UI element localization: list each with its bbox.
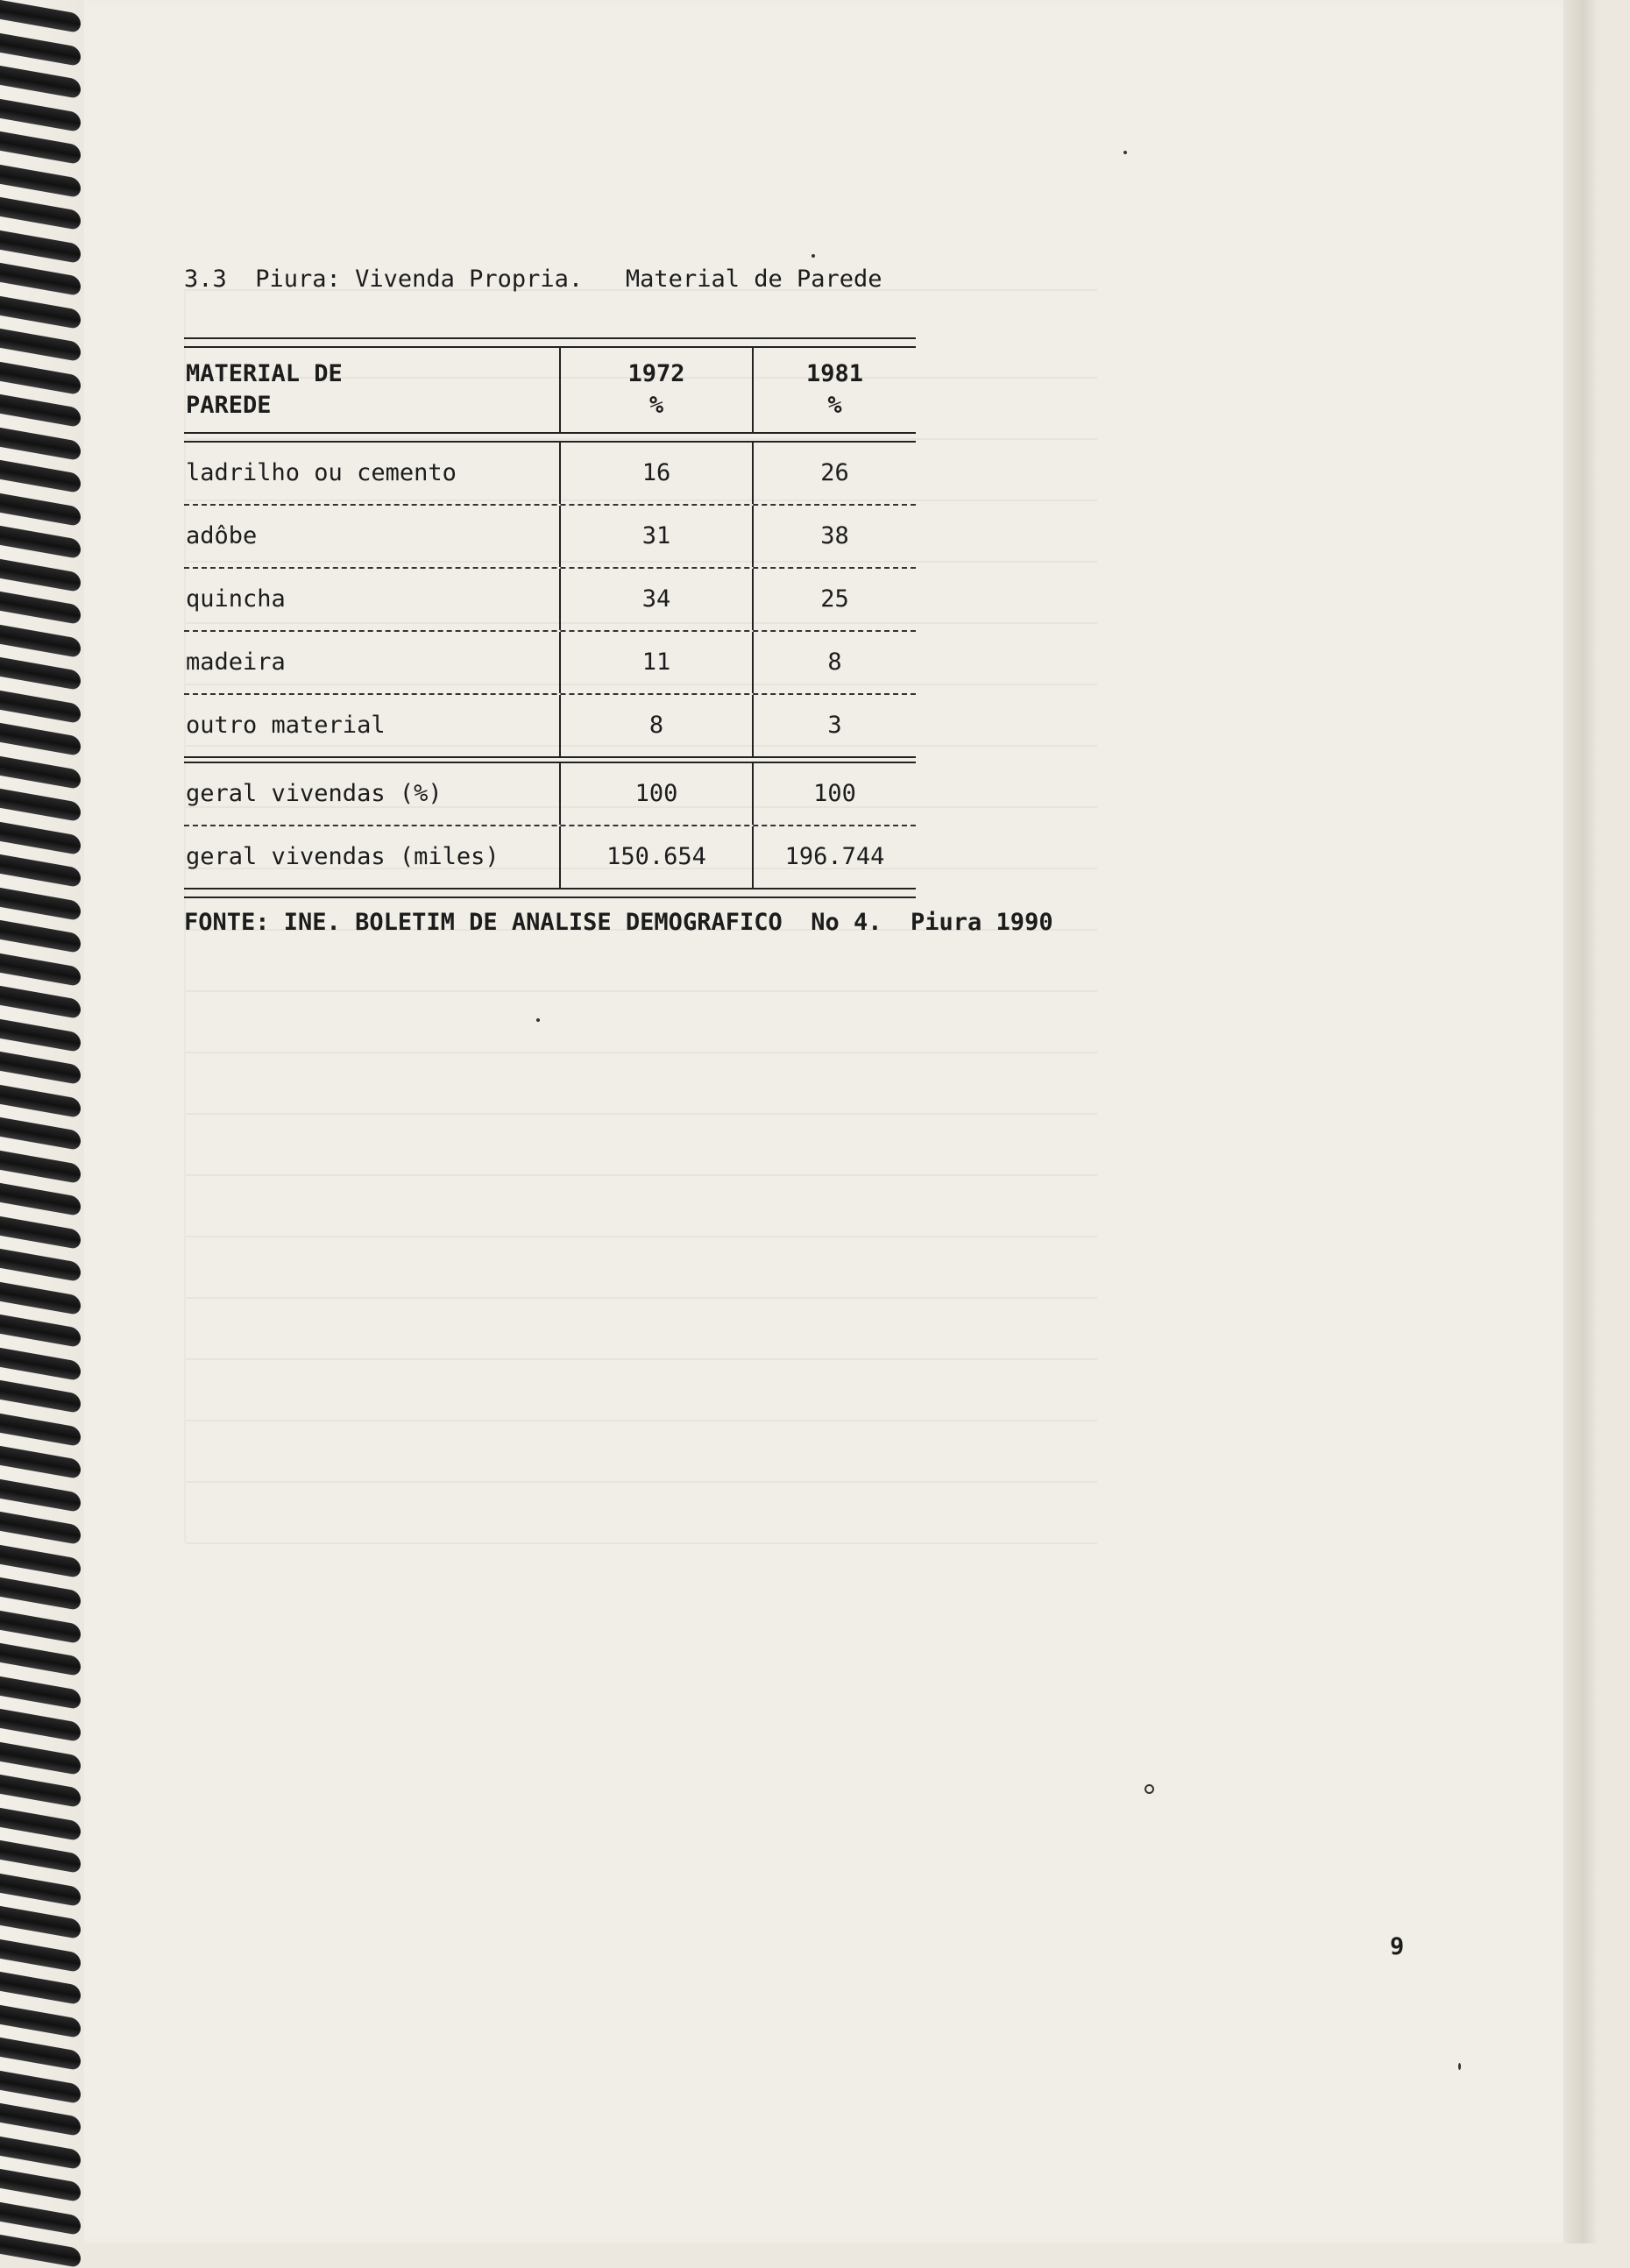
binding-coil (0, 493, 81, 526)
binding-coil (0, 2103, 81, 2137)
source-note: FONTE: INE. BOLETIM DE ANALISE DEMOGRAFICO No 4. Piura 1990 (184, 909, 1053, 936)
binding-coil (0, 1972, 81, 2005)
row-label: geral vivendas (miles) (186, 843, 500, 870)
table-top-rule (184, 337, 916, 348)
binding-coil (0, 1281, 81, 1315)
binding-coil (0, 1183, 81, 1216)
binding-coil (0, 624, 81, 657)
binding-coil (0, 2004, 81, 2038)
binding-coil (0, 230, 81, 263)
table-header-row (184, 348, 916, 432)
table-row (184, 826, 916, 888)
row-value-1981: 8 (752, 632, 916, 693)
binding-coil (0, 1643, 81, 1676)
binding-coil (0, 789, 81, 822)
binding-coil (0, 394, 81, 428)
binding-coil (0, 2235, 81, 2268)
binding-coil (0, 1873, 81, 1906)
binding-coil (0, 1117, 81, 1151)
binding-coil (0, 2136, 81, 2169)
binding-coil (0, 1347, 81, 1380)
binding-coil (0, 986, 81, 1019)
speck (1123, 151, 1127, 154)
row-value-1981: 3 (752, 695, 916, 756)
binding-coil (0, 690, 81, 723)
binding-coil (0, 2070, 81, 2103)
binding-coil (0, 2038, 81, 2071)
total-rule (184, 756, 916, 763)
binding-coil (0, 1709, 81, 1742)
row-label: outro material (186, 712, 386, 739)
table-row (184, 443, 916, 504)
binding-coil (0, 164, 81, 197)
table-row (184, 506, 916, 567)
row-value-1981: 26 (752, 443, 916, 504)
row-value-1972: 11 (559, 632, 752, 693)
row-value-1972: 16 (559, 443, 752, 504)
binding-coil (0, 953, 81, 986)
binding-coil (0, 66, 81, 99)
row-value-1981: 25 (752, 569, 916, 630)
binding-coil (0, 1478, 81, 1512)
binding-coil (0, 0, 81, 33)
binding-coil (0, 1052, 81, 1085)
speck (811, 254, 815, 258)
binding-coil (0, 1216, 81, 1249)
binding-coil (0, 592, 81, 625)
table-row (184, 763, 916, 825)
row-value-1972: 34 (559, 569, 752, 630)
row-value-1972: 31 (559, 506, 752, 567)
binding-coil (0, 526, 81, 559)
binding-coil (0, 1413, 81, 1446)
table-row (184, 632, 916, 693)
binding-coil (0, 1676, 81, 1709)
header-1981: 1981 % (752, 348, 916, 432)
binding-coil (0, 1512, 81, 1545)
binding-coil (0, 329, 81, 362)
row-value-1972: 150.654 (559, 826, 752, 888)
row-label: ladrilho ou cemento (186, 459, 457, 486)
binding-coil (0, 1249, 81, 1282)
page-number: 9 (1390, 1933, 1405, 1960)
binding-coil (0, 1807, 81, 1840)
table-title: 3.3 Piura: Vivenda Propria. Material de Parede (184, 266, 882, 293)
binding-coil (0, 854, 81, 888)
row-value-1981: 100 (752, 763, 916, 825)
binding-coil (0, 1577, 81, 1611)
wall-material-table (184, 337, 916, 898)
binding-coil (0, 1018, 81, 1052)
binding-coil (0, 1775, 81, 1808)
binding-coil (0, 1315, 81, 1348)
binding-coil (0, 558, 81, 592)
binding-coil (0, 920, 81, 953)
binding-coil (0, 1380, 81, 1414)
binding-coil (0, 1446, 81, 1479)
header-rule (184, 432, 916, 443)
binding-coil (0, 1084, 81, 1117)
binding-coil (0, 821, 81, 854)
row-label: quincha (186, 585, 286, 613)
binding-coil (0, 2169, 81, 2202)
binding-coil (0, 723, 81, 756)
header-material: MATERIAL DE PAREDE (186, 360, 343, 419)
binding-coil (0, 98, 81, 131)
binding-coil (0, 1544, 81, 1577)
row-value-1981: 196.744 (752, 826, 916, 888)
binding-coil (0, 887, 81, 920)
table-row (184, 569, 916, 630)
spiral-binding (0, 0, 96, 2243)
row-label: adôbe (186, 522, 258, 549)
binding-coil (0, 1150, 81, 1183)
binding-coil (0, 755, 81, 789)
header-1972: 1972 % (559, 348, 752, 432)
binding-coil (0, 295, 81, 329)
row-value-1972: 100 (559, 763, 752, 825)
table-row (184, 695, 916, 756)
binding-coil (0, 427, 81, 460)
binding-coil (0, 1938, 81, 1972)
binding-coil (0, 1610, 81, 1643)
binding-coil (0, 2201, 81, 2235)
binding-coil (0, 460, 81, 493)
binding-coil (0, 1840, 81, 1874)
row-label: geral vivendas (%) (186, 780, 443, 807)
binding-coil (0, 32, 81, 66)
binding-coil (0, 1906, 81, 1939)
binding-coil (0, 361, 81, 394)
page-edge (1563, 0, 1597, 2243)
binding-coil (0, 263, 81, 296)
row-value-1981: 38 (752, 506, 916, 567)
table-bottom-rule (184, 888, 916, 898)
speck (1145, 1784, 1154, 1794)
speck (1458, 2063, 1461, 2070)
binding-coil (0, 1741, 81, 1775)
speck (536, 1018, 540, 1022)
binding-coil (0, 657, 81, 691)
row-value-1972: 8 (559, 695, 752, 756)
row-label: madeira (186, 649, 286, 676)
binding-coil (0, 197, 81, 230)
binding-coil (0, 131, 81, 165)
